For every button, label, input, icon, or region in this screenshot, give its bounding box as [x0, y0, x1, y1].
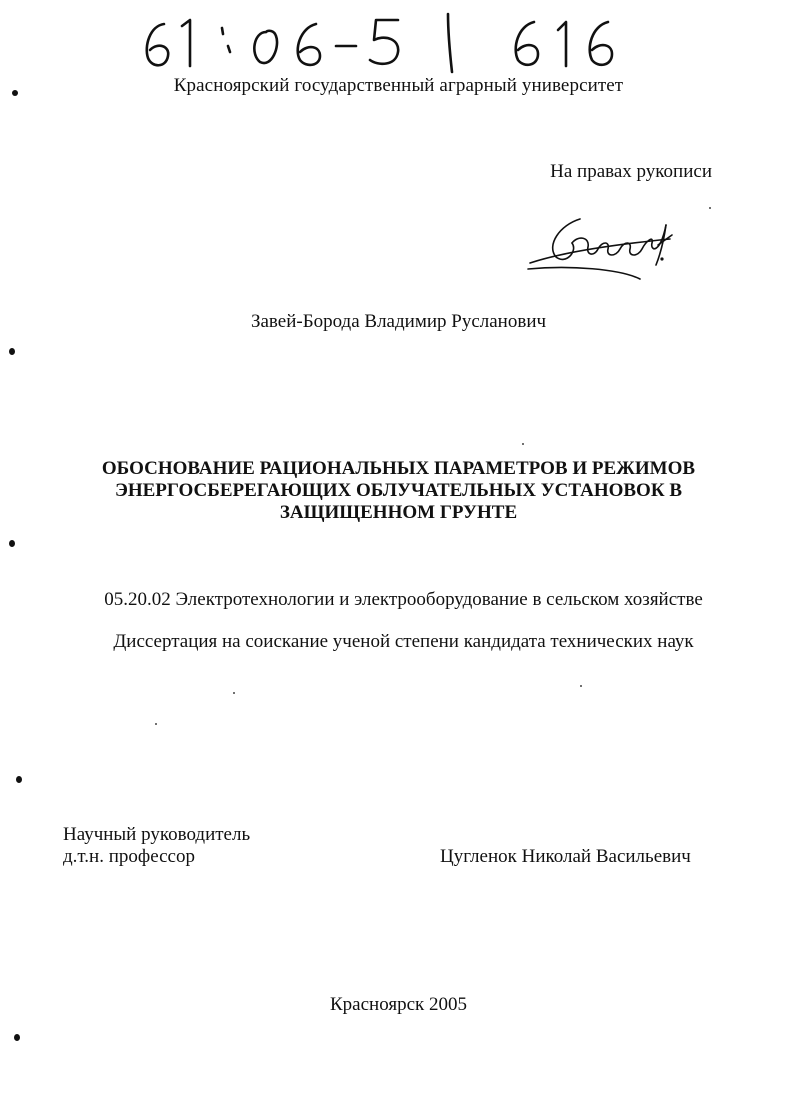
binding-hole-mark	[12, 90, 18, 96]
university-name: Красноярский государственный аграрный университет	[173, 75, 624, 96]
advisor-role: Научный руководитель	[63, 824, 251, 845]
binding-hole-mark	[16, 776, 22, 783]
advisor-title: д.т.н. профессор	[63, 846, 195, 867]
thesis-title-line: ЗАЩИЩЕННОМ ГРУНТЕ	[279, 502, 518, 523]
scan-speck	[155, 723, 157, 725]
thesis-title	[40, 458, 757, 524]
binding-hole-mark	[9, 348, 15, 355]
scan-speck	[233, 692, 235, 694]
scan-speck	[522, 443, 524, 445]
thesis-title-line: ЭНЕРГОСБЕРЕГАЮЩИХ ОБЛУЧАТЕЛЬНЫХ УСТАНОВОК В	[114, 480, 683, 501]
city-year: Красноярск 2005	[330, 994, 467, 1015]
degree-line: Диссертация на соискание ученой степени кандидата технических наук	[113, 631, 694, 652]
advisor-name: Цугленок Николай Васильевич	[440, 846, 691, 867]
advisor-block	[63, 824, 250, 868]
binding-hole-mark	[14, 1034, 20, 1041]
scan-speck	[580, 685, 582, 687]
handwritten-archive-number	[130, 6, 630, 76]
author-signature	[520, 205, 680, 285]
binding-hole-mark	[9, 540, 15, 547]
scan-speck	[709, 207, 711, 209]
author-name: Завей-Борода Владимир Русланович	[250, 311, 547, 332]
manuscript-rights-note: На правах рукописи	[550, 161, 712, 182]
specialty-code: 05.20.02 Электротехнологии и электрооборудование в сельском хозяйстве	[104, 589, 703, 610]
thesis-title-line: ОБОСНОВАНИЕ РАЦИОНАЛЬНЫХ ПАРАМЕТРОВ И РЕЖИМОВ	[101, 458, 696, 479]
